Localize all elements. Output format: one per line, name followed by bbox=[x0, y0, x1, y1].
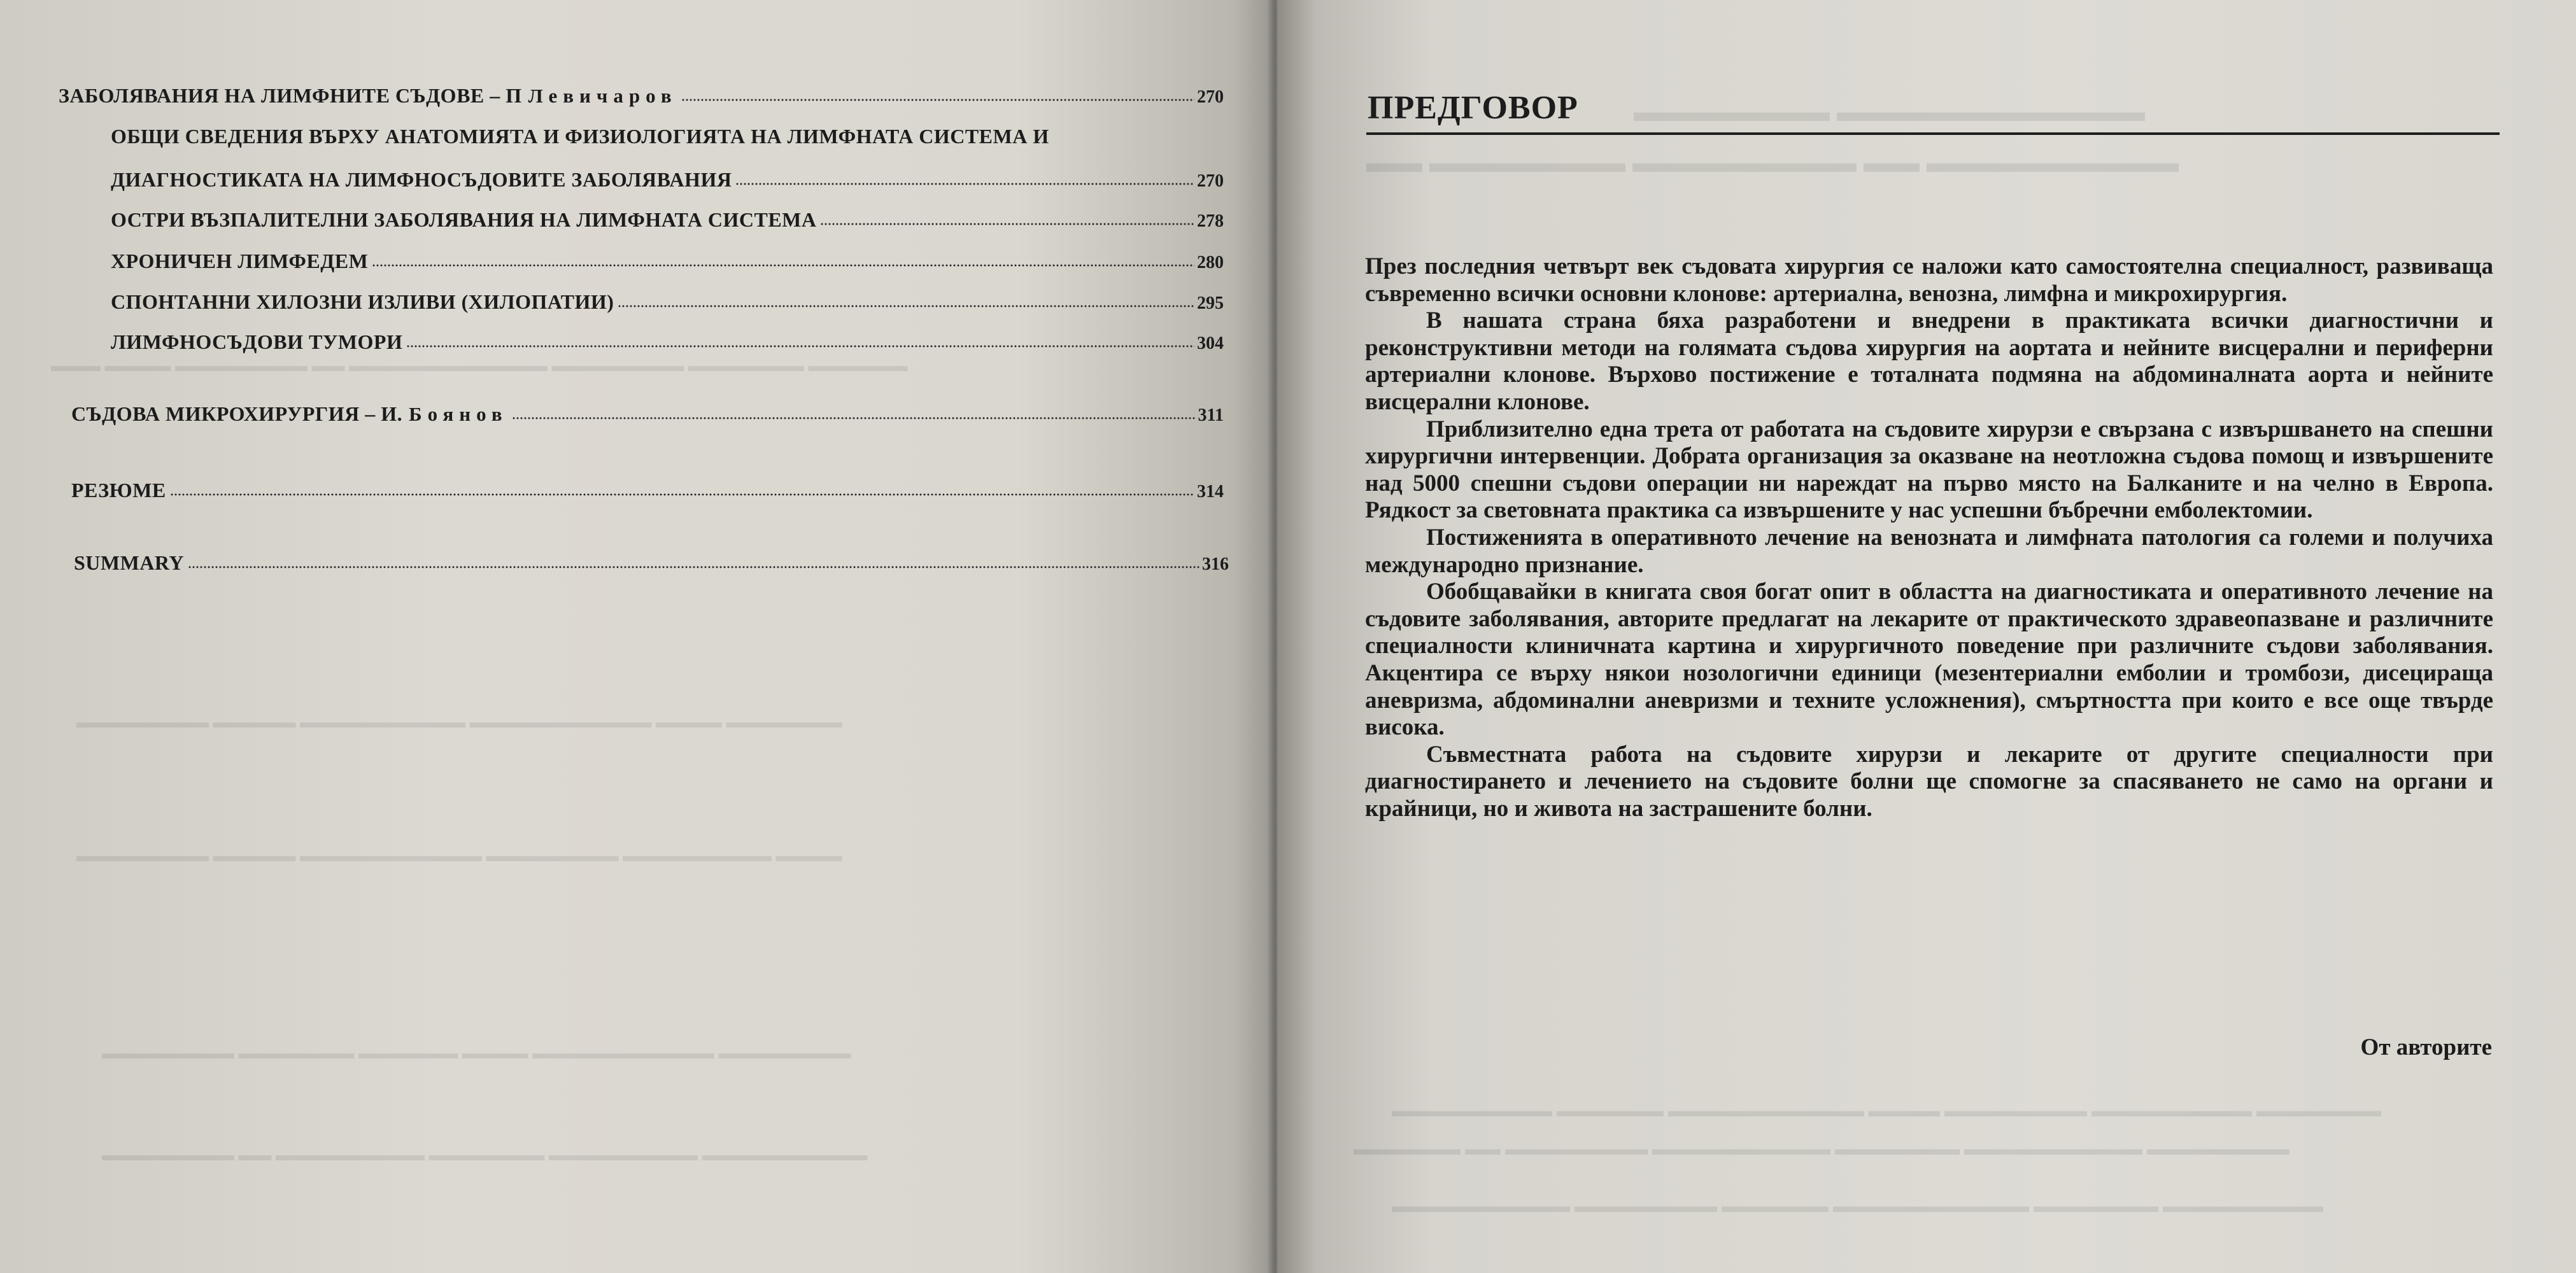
foreword-paragraph: През последния четвърт век съдовата хирургия се наложи като самостоятелна специалност, развиваща съвременно всички основни клонове: артериална, венозна, лимфна и микрохирургия. bbox=[1365, 253, 2493, 307]
foreword-body bbox=[1365, 253, 2493, 822]
toc-entry-title-line: ДИАГНОСТИКАТА НА ЛИМФНОСЪДОВИТЕ ЗАБОЛЯВАНИЯ bbox=[111, 168, 732, 191]
toc-entry-title: ЛИМФНОСЪДОВИ ТУМОРИ bbox=[111, 330, 403, 353]
bleed-through-text: ▬▬▬▬▬▬▬▬ ▬▬▬▬▬ ▬▬▬▬▬▬▬▬▬▬ ▬▬▬▬▬▬▬▬▬▬▬ ▬▬▬▬ ▬▬▬▬▬▬▬ bbox=[76, 713, 842, 731]
toc-leader-dots bbox=[188, 565, 1200, 569]
toc-leader-dots bbox=[372, 264, 1194, 267]
toc-page-number: 295 bbox=[1197, 293, 1224, 313]
bleed-through-text: ▬▬▬▬▬▬ ▬▬ ▬▬▬▬▬▬▬▬ ▬▬▬▬▬▬▬▬▬▬ ▬▬▬▬▬▬▬ ▬▬▬▬▬▬▬▬▬▬ ▬▬▬▬▬▬▬▬ bbox=[1354, 1139, 2289, 1159]
toc-entry[interactable] bbox=[59, 84, 1224, 108]
toc-leader-dots bbox=[618, 304, 1194, 308]
title-rule bbox=[1366, 132, 2500, 135]
toc-entry-title-line[interactable]: ОБЩИ СВЕДЕНИЯ ВЪРХУ АНАТОМИЯТА И ФИЗИОЛОГИЯТА НА ЛИМФНАТА СИСТЕМА И bbox=[111, 125, 1049, 148]
toc-page-number: 270 bbox=[1197, 171, 1224, 191]
toc-entry[interactable] bbox=[111, 290, 1224, 314]
toc-entry-title: ЗАБОЛЯВАНИЯ НА ЛИМФНИТЕ СЪДОВЕ – П bbox=[59, 84, 522, 107]
toc-entry-author: Боянов bbox=[409, 403, 508, 425]
bleed-through-text: ▬▬▬▬▬▬▬▬▬▬ ▬▬▬▬▬▬▬▬ ▬▬▬▬▬▬ ▬▬▬▬▬▬▬▬▬▬▬ ▬▬▬▬▬▬▬ ▬▬▬▬▬▬▬▬▬ bbox=[1392, 1197, 2323, 1216]
toc-page-number: 280 bbox=[1197, 253, 1224, 272]
toc-leader-dots bbox=[170, 493, 1194, 496]
toc-entry[interactable] bbox=[71, 402, 1224, 426]
bleed-through-text: ▬▬▬▬▬▬▬▬ ▬▬▬▬▬ ▬▬▬▬▬▬▬▬▬▬▬ ▬▬▬▬▬▬▬▬ ▬▬▬▬▬▬▬▬▬ ▬▬▬▬ bbox=[76, 847, 842, 865]
toc-leader-dots bbox=[735, 182, 1194, 186]
bleed-through-text: ▬▬ ▬▬▬▬▬▬▬ ▬▬▬▬▬▬▬▬ ▬▬ ▬▬▬▬▬▬▬▬▬ bbox=[1366, 147, 2179, 178]
toc-page-number: 304 bbox=[1197, 334, 1224, 353]
toc-leader-dots bbox=[681, 98, 1194, 102]
toc-entry[interactable] bbox=[111, 168, 1224, 192]
toc-entry-title: SUMMARY bbox=[74, 551, 185, 574]
toc-page-number: 278 bbox=[1197, 211, 1224, 231]
toc-entry-author: Левичаров bbox=[528, 85, 677, 107]
foreword-paragraph: Съвместната работа на съдовите хирурзи и лекарите от другите специалности при диагностирането и лечението на съдовите болни ще спомогне за спасяването не само на органи и крайници, но и живота на застрашените болни. bbox=[1365, 741, 2493, 822]
toc-entry[interactable] bbox=[111, 330, 1224, 354]
foreword-paragraph: Обобщавайки в книгата своя богат опит в областта на диагностиката и оперативното лечение на съдовите заболявания, авторите предлагат на лекарите от практическото здравеопазване и различните специалности клиничната картина и хирургичното поведение при различните съдови заболявания. Акцентира се върху някои нозологични единици (мезентериални емболии и тромбози, дисецираща аневризма, абдоминални аневризми и техните усложнения), смъртността при които е все още твърде висока. bbox=[1365, 579, 2493, 741]
bleed-through-text: ▬▬▬▬▬▬▬ ▬▬▬▬▬▬▬▬▬▬▬ bbox=[1634, 96, 2145, 127]
toc-leader-dots bbox=[406, 344, 1194, 348]
bleed-through-text: ▬▬▬ ▬▬▬▬ ▬▬▬▬▬▬▬▬ ▬▬ ▬▬▬▬▬▬▬▬▬▬▬▬ ▬▬▬▬▬▬▬▬ ▬▬▬▬▬▬▬ ▬▬▬▬▬▬ bbox=[51, 356, 908, 375]
toc-entry[interactable] bbox=[111, 208, 1224, 232]
left-page bbox=[0, 0, 1272, 1273]
toc-leader-dots bbox=[820, 222, 1194, 226]
toc-entry[interactable] bbox=[74, 551, 1229, 575]
foreword-paragraph: Постиженията в оперативното лечение на венозната и лимфната патология са големи и получиха международно признание. bbox=[1365, 524, 2493, 578]
foreword-signature: От авторите bbox=[2360, 1034, 2492, 1060]
foreword-title: ПРЕДГОВОР bbox=[1368, 90, 1578, 126]
toc-entry[interactable] bbox=[111, 250, 1224, 273]
toc-entry-title: ХРОНИЧЕН ЛИМФЕДЕМ bbox=[111, 250, 369, 272]
bleed-through-text: ▬▬▬▬▬▬▬▬ ▬▬▬▬▬▬▬ ▬▬▬▬▬▬ ▬▬▬▬ ▬▬▬▬▬▬▬▬▬▬▬ ▬▬▬▬▬▬▬▬ bbox=[102, 1044, 851, 1062]
toc-entry-title: СЪДОВА МИКРОХИРУРГИЯ – И. bbox=[71, 402, 403, 425]
toc-leader-dots bbox=[512, 416, 1196, 420]
foreword-paragraph: Приблизително една трета от работата на съдовите хирурзи е свързана с извършването на спешни хирургични интервенции. Добрата организация за оказване на неотложна съдова помощ и извършените над 5000 спешни съдови операции ни нареждат на първо място на Балканите и на челно в Европа. Рядкост за световната практика са извършените у нас успешни бъбречни емболектомии. bbox=[1365, 416, 2493, 524]
toc-entry-title: СПОНТАННИ ХИЛОЗНИ ИЗЛИВИ (ХИЛОПАТИИ) bbox=[111, 290, 614, 313]
toc-page-number: 316 bbox=[1202, 554, 1229, 574]
toc-entry-title: РЕЗЮМЕ bbox=[71, 479, 166, 502]
toc-page-number: 311 bbox=[1198, 405, 1224, 425]
toc-entry[interactable] bbox=[71, 479, 1224, 502]
foreword-paragraph: В нашата страна бяха разработени и внедрени в практиката всички диагностични и реконструктивни методи на голямата съдова хирургия на аортата и нейните висцерални и периферни артериални клонове. Върхово постижение е тоталната подмяна на абдоминалната аорта и нейните висцерални клонове. bbox=[1365, 307, 2493, 415]
bleed-through-text: ▬▬▬▬▬▬▬▬▬ ▬▬▬▬▬▬ ▬▬▬▬▬▬▬▬▬▬▬ ▬▬▬▬ ▬▬▬▬▬▬▬▬ ▬▬▬▬▬▬▬▬▬ ▬▬▬▬▬▬▬ bbox=[1392, 1101, 2381, 1121]
toc-page-number: 314 bbox=[1197, 482, 1224, 502]
toc-page-number: 270 bbox=[1197, 87, 1224, 107]
bleed-through-text: ▬▬▬▬▬▬▬▬ ▬▬ ▬▬▬▬▬▬▬▬▬ ▬▬▬▬▬▬▬ ▬▬▬▬▬▬▬▬▬ ▬▬▬▬▬▬▬▬▬▬ bbox=[102, 1146, 868, 1164]
toc-entry-title: ОСТРИ ВЪЗПАЛИТЕЛНИ ЗАБОЛЯВАНИЯ НА ЛИМФНАТА СИСТЕМА bbox=[111, 208, 817, 231]
